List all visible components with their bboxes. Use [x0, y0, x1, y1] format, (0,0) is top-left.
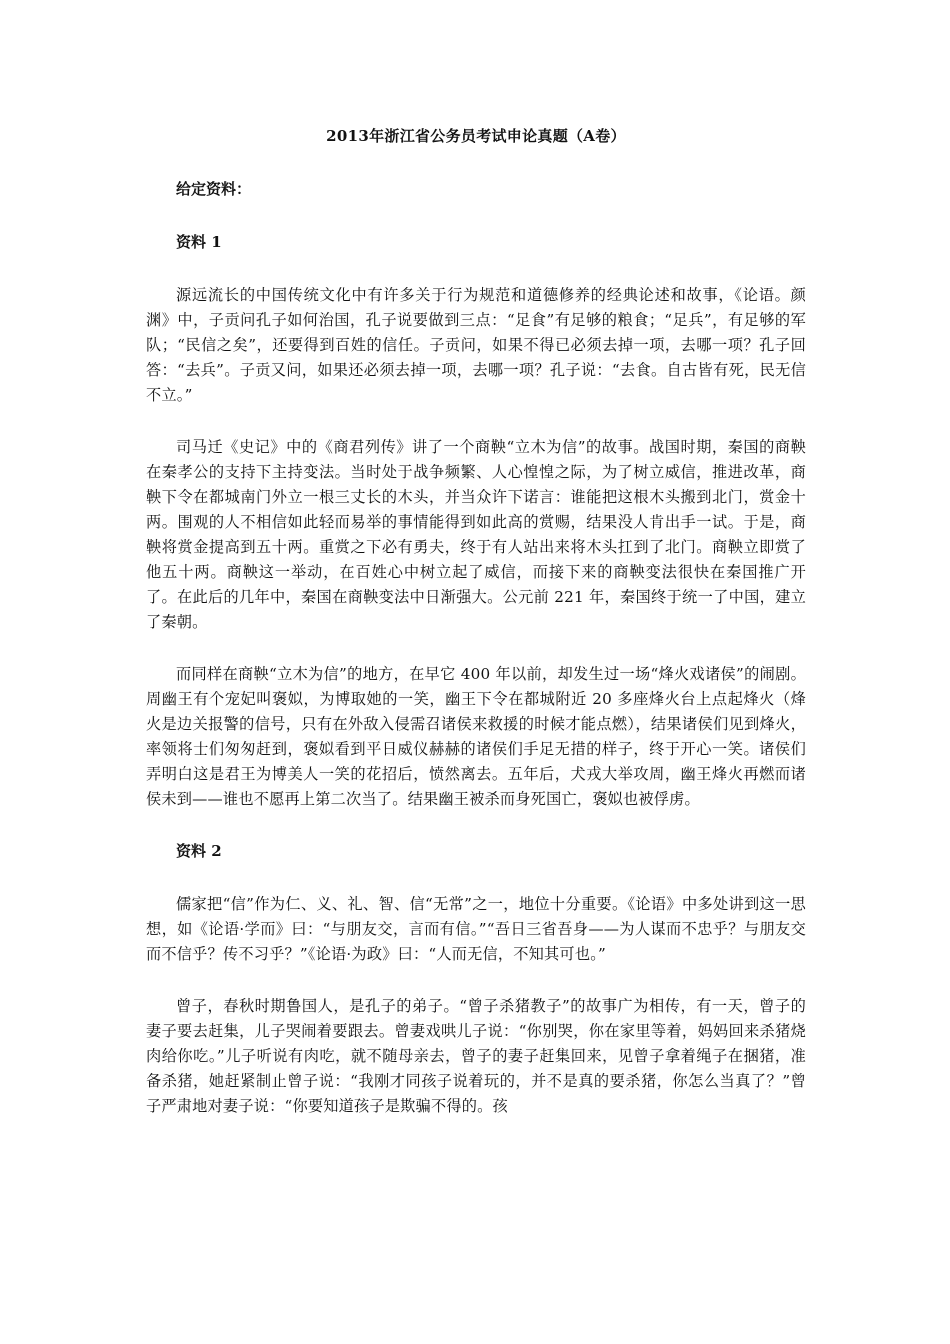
- section-heading: 资料 1: [176, 233, 222, 251]
- body-paragraph: 而同样在商鞅“立木为信”的地方，在早它 400 年以前，却发生过一场“烽火戏诸侯”的闹剧。周幽王有个宠妃叫褒姒，为博取她的一笑，幽王下令在都城附近 20 多座烽火台上点起烽火（烽火是边关报警的信号，只有在外敌入侵需召诸侯来救援的时候才能点燃），结果诸侯们见到烽火，率领将士们匆匆赶到，褒姒看到平日威仪赫赫的诸侯们手足无措的样子，终于开心一笑。诸侯们弄明白这是君王为博美人一笑的花招后，愤然离去。五年后，犬戎大举攻周，幽王烽火再燃而诸侯未到——谁也不愿再上第二次当了。结果幽王被杀而身死国亡，褒姒也被俘虏。: [146, 665, 806, 808]
- document-page: [146, 124, 806, 1146]
- section-heading: 资料 2: [176, 842, 222, 860]
- body-paragraph: 曾子，春秋时期鲁国人，是孔子的弟子。“曾子杀猪教子”的故事广为相传，有一天，曾子的妻子要去赶集，儿子哭闹着要跟去。曾妻戏哄儿子说：“你别哭，你在家里等着，妈妈回来杀猪烧肉给你吃。”儿子听说有肉吃，就不随母亲去，曾子的妻子赶集回来，见曾子拿着绳子在捆猪，准备杀猪，她赶紧制止曾子说：“我刚才同孩子说着玩的，并不是真的要杀猪，你怎么当真了？”曾子严肃地对妻子说：“你要知道孩子是欺骗不得的。孩: [146, 997, 806, 1115]
- document-title: 2013年浙江省公务员考试申论真题（A卷）: [326, 127, 626, 145]
- given-materials-label: 给定资料：: [176, 180, 252, 198]
- material-section-1: [146, 230, 806, 812]
- body-paragraph: 儒家把“信”作为仁、义、礼、智、信“无常”之一，地位十分重要。《论语》中多处讲到这一思想，如《论语·学而》曰：“与朋友交，言而有信。”“吾日三省吾身——为人谋而不忠乎？与朋友交而不信乎？传不习乎？”《论语·为政》曰：“人而无信，不知其可也。”: [146, 895, 806, 963]
- material-section-2: [146, 839, 806, 1119]
- body-paragraph: 司马迁《史记》中的《商君列传》讲了一个商鞅“立木为信”的故事。战国时期，秦国的商鞅在秦孝公的支持下主持变法。当时处于战争频繁、人心惶惶之际，为了树立威信，推进改革，商鞅下令在都城南门外立一根三丈长的木头，并当众许下诺言：谁能把这根木头搬到北门，赏金十两。围观的人不相信如此轻而易举的事情能得到如此高的赏赐，结果没人肯出手一试。于是，商鞅将赏金提高到五十两。重赏之下必有勇夫，终于有人站出来将木头扛到了北门。商鞅立即赏了他五十两。商鞅这一举动，在百姓心中树立起了威信，而接下来的商鞅变法很快在秦国推广开了。在此后的几年中，秦国在商鞅变法中日渐强大。公元前 221 年，秦国终于统一了中国，建立了秦朝。: [146, 438, 806, 631]
- body-paragraph: 源远流长的中国传统文化中有许多关于行为规范和道德修养的经典论述和故事，《论语。颜渊》中，子贡问孔子如何治国，孔子说要做到三点：“足食”有足够的粮食；“足兵”，有足够的军队；“民信之矣”，还要得到百姓的信任。子贡问，如果不得已必须去掉一项，去哪一项？孔子回答：“去兵”。子贡又问，如果还必须去掉一项，去哪一项？孔子说：“去食。自古皆有死，民无信不立。”: [146, 286, 806, 404]
